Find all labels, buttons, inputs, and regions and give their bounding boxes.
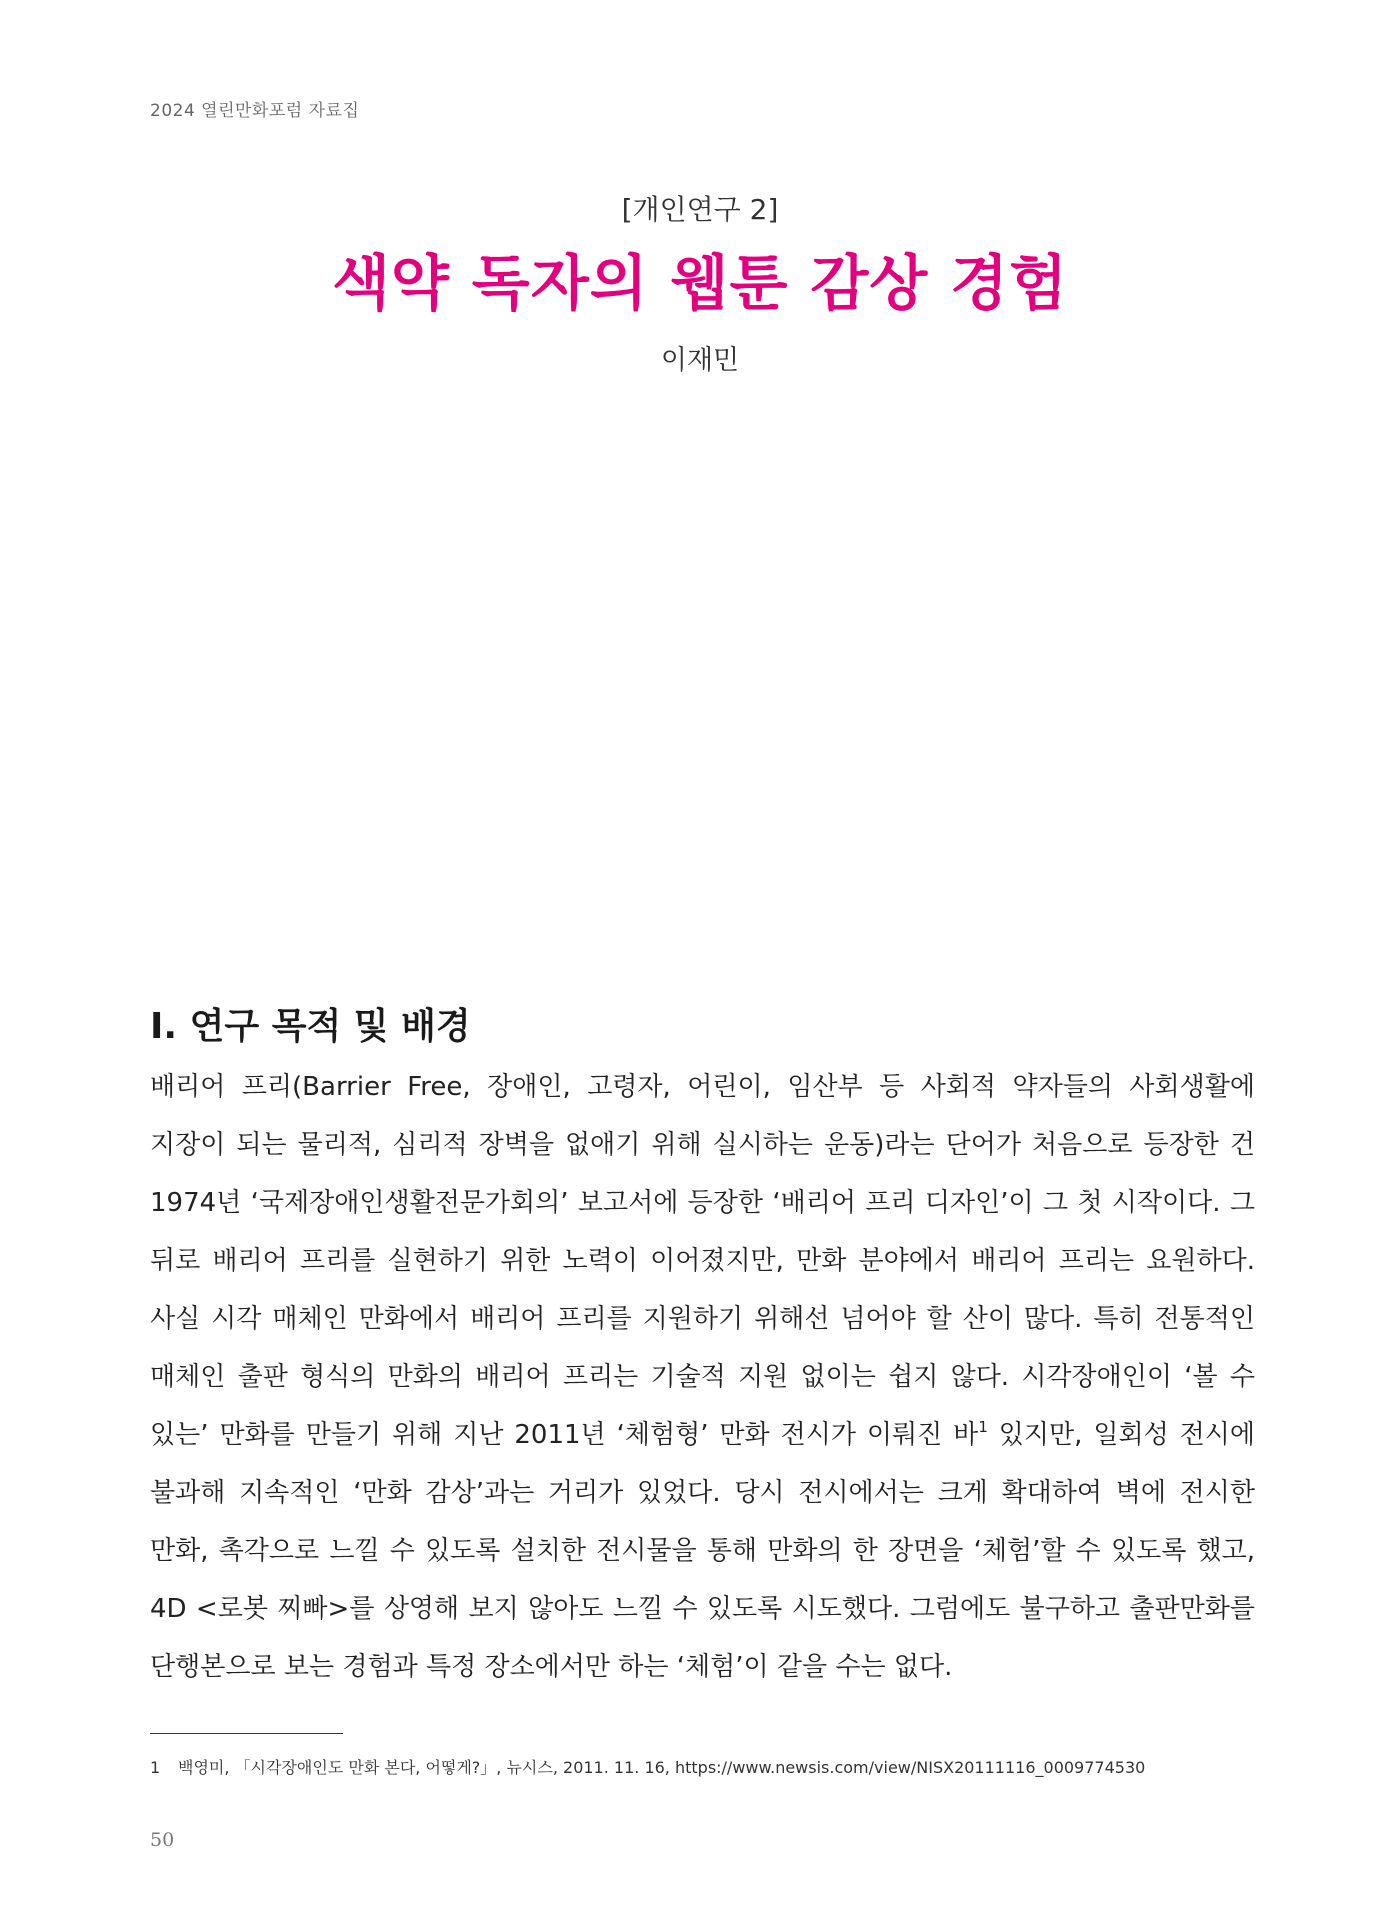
footnote-number: 1 [150, 1758, 161, 1777]
article-title: 색약 독자의 웹툰 감상 경험 [331, 249, 1069, 319]
footnote-divider [150, 1733, 343, 1734]
section-heading: Ⅰ. 연구 목적 및 배경 [150, 1006, 471, 1047]
page-number: 50 [150, 1829, 175, 1851]
body-paragraph [150, 1058, 1255, 1696]
footnote-reference[interactable]: 1 [978, 1418, 988, 1436]
footnote [150, 1755, 1270, 1778]
footnote-text: 백영미, 「시각장애인도 만화 본다, 어떻게?」, 뉴시스, 2011. 11. 16, https://www.newsis.com/view/NISX20111116_0009774530 [178, 1758, 1146, 1777]
body-text-part-1: 배리어 프리(Barrier Free, 장애인, 고령자, 어린이, 임산부 등 사회적 약자들의 사회생활에 지장이 되는 물리적, 심리적 장벽을 없애기 위해 실시하는 운동)라는 단어가 처음으로 등장한 건 1974년 ‘국제장애인생활전문가회의’ 보고서에 등장한 ‘배리어 프리 디자인’이 그 첫 시작이다. 그 뒤로 배리어 프리를 실현하기 위한 노력이 이어졌지만, 만화 분야에서 배리어 프리는 요원하다. 사실 시각 매체인 만화에서 배리어 프리를 지원하기 위해선 넘어야 할 산이 많다. 특히 전통적인 매체인 출판 형식의 만화의 배리어 프리는 기술적 지원 없이는 쉽지 않다. 시각장애인이 ‘볼 수 있는’ 만화를 만들기 위해 지난 2011년 ‘체험형’ 만화 전시가 이뤄진 바 [150, 1072, 1255, 1450]
article-label: [개인연구 2] [621, 193, 779, 226]
body-text-part-2: 있지만, 일회성 전시에 불과해 지속적인 ‘만화 감상’과는 거리가 있었다. 당시 전시에서는 크게 확대하여 벽에 전시한 만화, 촉각으로 느낄 수 있도록 설치한 전시물을 통해 만화의 한 장면을 ‘체험’할 수 있도록 했고, 4D <로봇 찌빠>를 상영해 보지 않아도 느낄 수 있도록 시도했다. 그럼에도 불구하고 출판만화를 단행본으로 보는 경험과 특정 장소에서만 하는 ‘체험’이 같을 수는 없다. [150, 1420, 1255, 1682]
article-author: 이재민 [660, 345, 740, 376]
running-header: 2024 열린만화포럼 자료집 [150, 101, 360, 121]
